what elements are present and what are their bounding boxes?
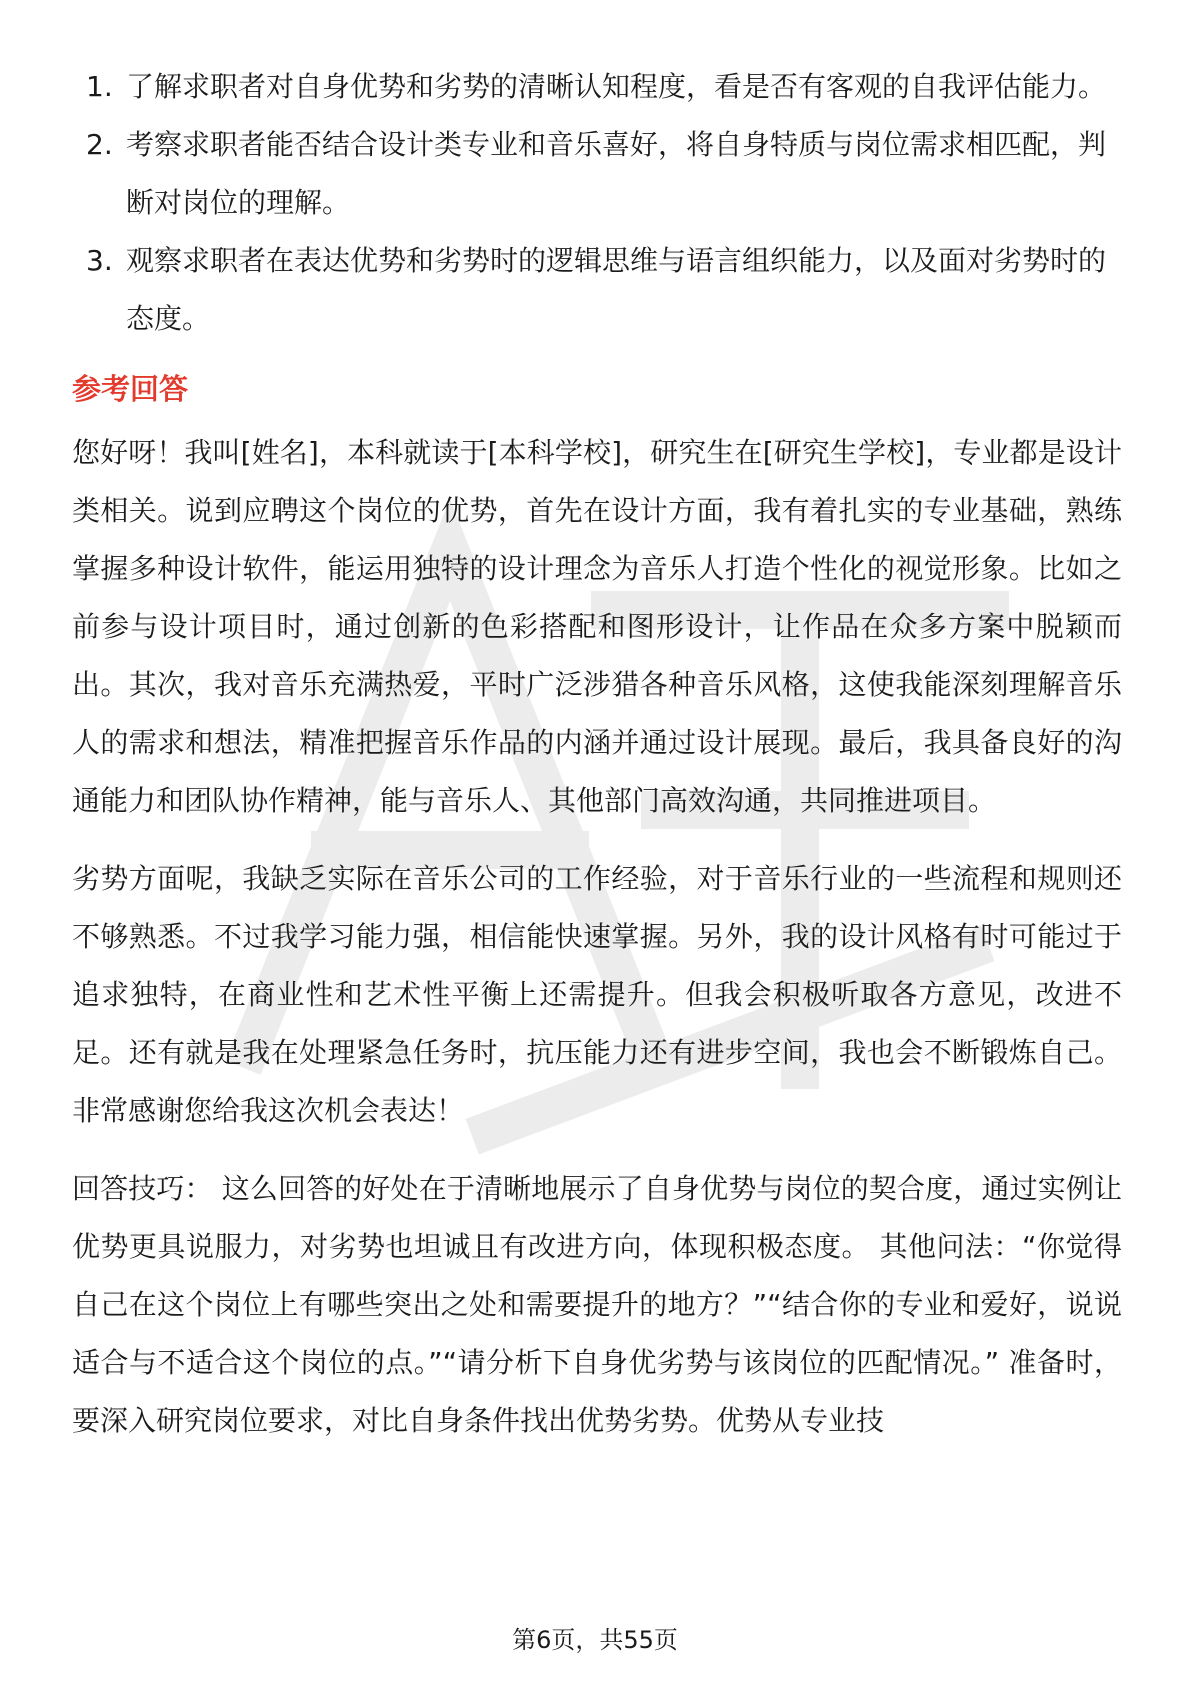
list-item bbox=[72, 116, 1122, 232]
evaluation-criteria-list bbox=[72, 58, 1122, 348]
answer-paragraph-intro: 您好呀！我叫[姓名]，本科就读于[本科学校]，研究生在[研究生学校]，专业都是设计类相关。说到应聘这个岗位的优势，首先在设计方面，我有着扎实的专业基础，熟练掌握多种设计软件，能运用独特的设计理念为音乐人打造个性化的视觉形象。比如之前参与设计项目时，通过创新的色彩搭配和图形设计，让作品在众多方案中脱颖而出。其次，我对音乐充满热爱，平时广泛涉猎各种音乐风格，这使我能深刻理解音乐人的需求和想法，精准把握音乐作品的内涵并通过设计展现。最后，我具备良好的沟通能力和团队协作精神，能与音乐人、其他部门高效沟通，共同推进项目。 bbox=[72, 436, 1122, 817]
answer-paragraph-weakness: 劣势方面呢，我缺乏实际在音乐公司的工作经验，对于音乐行业的一些流程和规则还不够熟悉。不过我学习能力强，相信能快速掌握。另外，我的设计风格有时可能过于追求独特，在商业性和艺术性平衡上还需提升。但我会积极听取各方意见，改进不足。还有就是我在处理紧急任务时，抗压能力还有进步空间，我也会不断锻炼自己。非常感谢您给我这次机会表达！ bbox=[72, 862, 1122, 1127]
list-item-text: 了解求职者对自身优势和劣势的清晰认知程度，看是否有客观的自我评估能力。 bbox=[126, 70, 1107, 103]
list-item bbox=[72, 58, 1122, 116]
list-item bbox=[72, 232, 1122, 348]
list-item-text: 考察求职者能否结合设计类专业和音乐喜好，将自身特质与岗位需求相匹配，判断对岗位的理解。 bbox=[126, 128, 1107, 219]
list-item-number: 1. bbox=[86, 70, 113, 103]
answer-tips-paragraph: 回答技巧： 这么回答的好处在于清晰地展示了自身优势与岗位的契合度，通过实例让优势更具说服力，对劣势也坦诚且有改进方向，体现积极态度。 其他问法：“你觉得自己在这个岗位上有哪些突出之处和需要提升的地方？”“结合你的专业和爱好，说说适合与不适合这个岗位的点。”“请分析下自身优劣势与该岗位的匹配情况。” 准备时，要深入研究岗位要求，对比自身条件找出优势劣势。优势从专业技 bbox=[72, 1172, 1122, 1437]
list-item-number: 3. bbox=[86, 244, 113, 277]
reference-answer-heading: 参考回答 bbox=[72, 372, 189, 406]
list-item-text: 观察求职者在表达优势和劣势时的逻辑思维与语言组织能力，以及面对劣势时的态度。 bbox=[126, 244, 1107, 335]
list-item-number: 2. bbox=[86, 128, 113, 161]
main-content bbox=[72, 58, 1122, 1450]
page-number-footer: 第6页，共55页 bbox=[512, 1626, 678, 1654]
